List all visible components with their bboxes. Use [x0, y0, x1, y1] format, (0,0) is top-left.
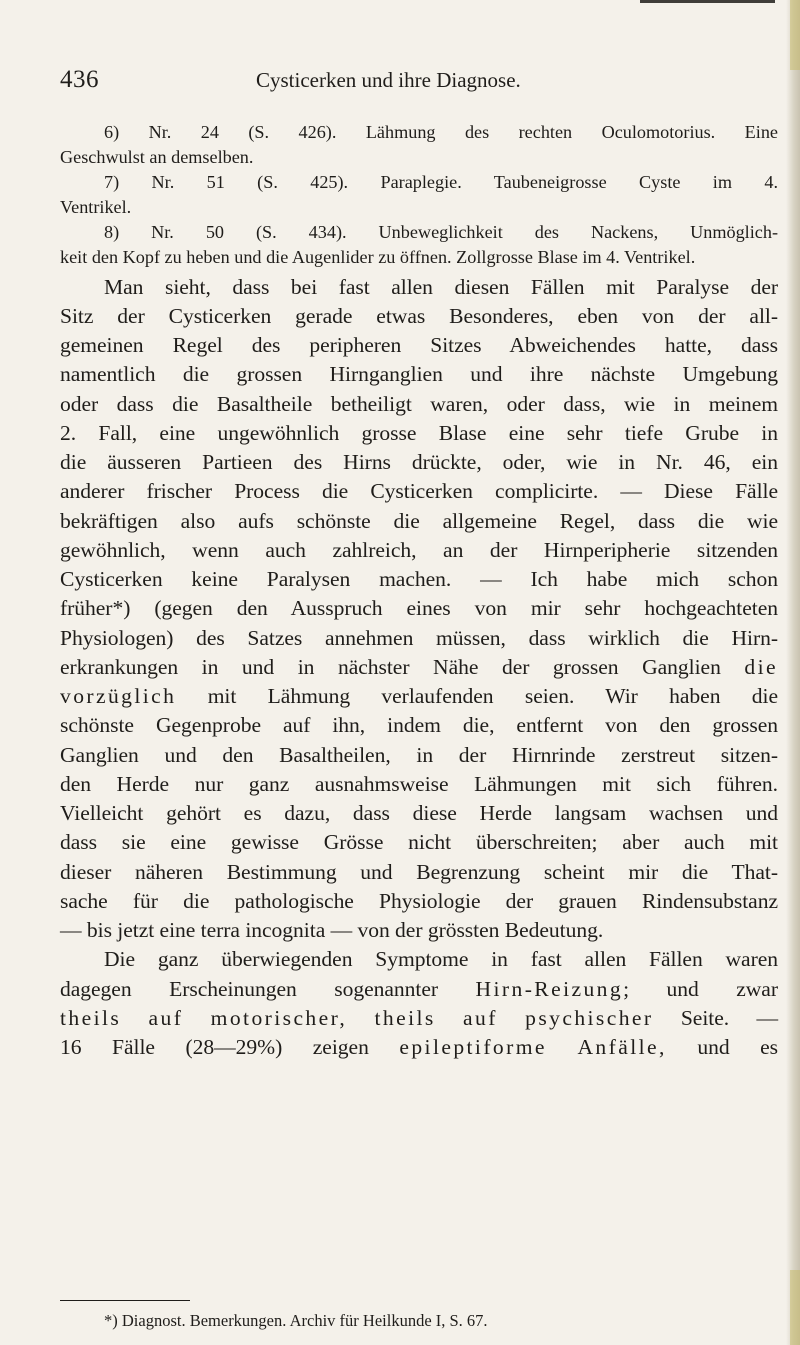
- emphasis-theils: theils: [374, 1005, 436, 1030]
- emphasis-hirn-reizung: Hirn-Reizung: [475, 976, 624, 1001]
- text-line: namentlich die grossen Hirnganglien und ihre nächste Umgebung: [60, 362, 778, 387]
- case-list: [60, 120, 778, 271]
- emphasis-motorischer: motorischer,: [210, 1005, 348, 1030]
- emphasis-anfaelle: Anfälle,: [577, 1035, 667, 1060]
- page-body: [60, 120, 778, 1062]
- text-line: theils auf motorischer, theils auf psychischer Seite. —: [60, 1005, 778, 1030]
- text-line: bekräftigen also aufs schönste die allgemeine Regel, dass die wie: [60, 508, 778, 533]
- edge-tab-bottom: [790, 1270, 800, 1345]
- text-line: Die ganz überwiegenden Symptome in fast allen Fällen waren: [104, 947, 778, 972]
- text-line: dagegen Erscheinungen sogenannter Hirn-Reizung; und zwar: [60, 976, 778, 1001]
- text-line: Man sieht, dass bei fast allen diesen Fällen mit Paralyse der: [104, 274, 778, 299]
- text-line: dieser näheren Bestimmung und Begrenzung scheint mir die That-: [60, 859, 778, 884]
- page-number: 436: [60, 66, 99, 93]
- text-line: Ganglien und den Basaltheilen, in der Hirnrinde zerstreut sitzen-: [60, 742, 778, 767]
- text-line: dass sie eine gewisse Grösse nicht überschreiten; aber auch mit: [60, 830, 778, 855]
- case-item-continuation: Geschwulst an demselben.: [60, 147, 254, 168]
- text-line: vorzüglich mit Lähmung verlaufenden seien. Wir haben die: [60, 684, 779, 709]
- footnote-rule: [60, 1300, 190, 1301]
- case-item-continuation: keit den Kopf zu heben und die Augenlider zu öffnen. Zollgrosse Blase im 4. Ventrikel.: [60, 247, 696, 268]
- text-line: sache für die pathologische Physiologie der grauen Rindensubstanz: [60, 888, 778, 913]
- emphasis-theils: theils: [60, 1005, 122, 1030]
- text-line: Sitz der Cysticerken gerade etwas Besonderes, eben von der all-: [60, 303, 778, 328]
- footnote-text: Diagnost. Bemerkungen. Archiv für Heilkunde I, S. 67.: [121, 1311, 488, 1330]
- text-line: Cysticerken keine Paralysen machen. — Ich habe mich schon: [60, 567, 778, 592]
- paragraph-symptome: [60, 945, 778, 1062]
- text-line: gewöhnlich, wenn auch zahlreich, an der Hirnperipherie sitzenden: [60, 537, 778, 562]
- running-title: Cysticerken und ihre Diagnose.: [256, 68, 521, 92]
- text-line: den Herde nur ganz ausnahmsweise Lähmungen mit sich führen.: [60, 771, 778, 796]
- text-line: Vielleicht gehört es dazu, dass diese Herde langsam wachsen und: [60, 801, 778, 826]
- text-line: 16 Fälle (28—29%) zeigen epileptiforme Anfälle, und es: [60, 1035, 779, 1060]
- edge-tab-top: [790, 0, 800, 70]
- text-line: schönste Gegenprobe auf ihn, indem die, entfernt von den grossen: [60, 713, 778, 738]
- emphasis-vorzueglich: vorzüglich: [60, 684, 177, 709]
- text-line: anderer frischer Process die Cysticerken complicirte. — Diese Fälle: [60, 479, 778, 504]
- text-line: gemeinen Regel des peripheren Sitzes Abweichendes hatte, dass: [60, 333, 778, 358]
- page-edge-shadow: [786, 0, 800, 1345]
- case-item: 6) Nr. 24 (S. 426). Lähmung des rechten Oculomotorius. Eine: [104, 122, 778, 142]
- text-line: — bis jetzt eine terra incognita — von der grössten Bedeutung.: [60, 918, 604, 943]
- text-line: erkrankungen in und in nächster Nähe der grossen Ganglien die: [60, 654, 778, 679]
- text-line: Physiologen) des Satzes annehmen müssen, dass wirklich die Hirn-: [60, 625, 778, 650]
- case-item: 7) Nr. 51 (S. 425). Paraplegie. Taubeneigrosse Cyste im 4.: [104, 172, 778, 193]
- case-item-continuation: Ventrikel.: [60, 197, 132, 218]
- page-header: [60, 66, 780, 106]
- text-line: die äusseren Partieen des Hirns drückte, oder, wie in Nr. 46, ein: [60, 450, 778, 475]
- text-line: früher*) (gegen den Ausspruch eines von mir sehr hochgeachteten: [60, 596, 778, 621]
- emphasis-die: die: [744, 654, 778, 679]
- text-line: oder dass die Basaltheile betheiligt waren, oder dass, wie in meinem: [60, 391, 778, 416]
- footnote-marker: *): [104, 1311, 118, 1330]
- footnote: [104, 1311, 784, 1331]
- paragraph-paralyse: [60, 273, 778, 946]
- text-line: 2. Fall, eine ungewöhnlich grosse Blase eine sehr tiefe Grube in: [60, 420, 778, 445]
- emphasis-psychischer: psychischer: [525, 1005, 654, 1030]
- emphasis-epileptiforme: epileptiforme: [399, 1035, 547, 1060]
- case-item: 8) Nr. 50 (S. 434). Unbeweglichkeit des Nackens, Unmöglich-: [104, 222, 778, 243]
- top-rule: [640, 0, 775, 3]
